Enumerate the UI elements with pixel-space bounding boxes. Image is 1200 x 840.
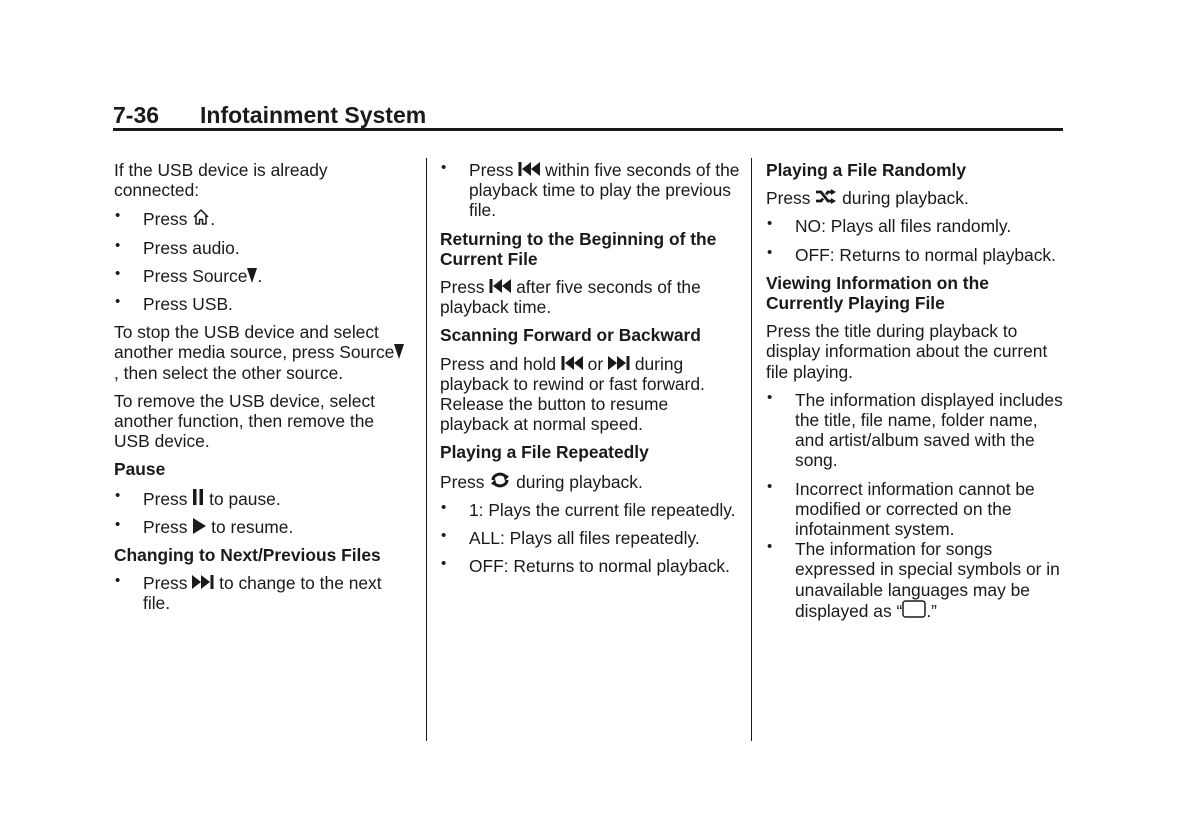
previous-track-icon bbox=[561, 355, 583, 371]
source-down-icon bbox=[247, 267, 257, 283]
bullet: • bbox=[767, 477, 773, 495]
bullet-list bbox=[114, 208, 408, 314]
list-item: • NO: Plays all files randomly. bbox=[767, 215, 1012, 237]
list-item: • Press USB. bbox=[115, 293, 233, 315]
subheading: Playing a File Repeatedly bbox=[440, 442, 649, 463]
list-item: • ALL: Plays all files repeatedly. bbox=[441, 527, 700, 549]
bullet: • bbox=[115, 236, 121, 254]
bullet: • bbox=[115, 486, 121, 504]
list-item: • 1: Plays the current file repeatedly. bbox=[441, 498, 736, 520]
subheading: Pause bbox=[114, 459, 166, 480]
source-down-icon bbox=[394, 343, 404, 359]
paragraph: Press and hold or during playback to rewind or fast forward. Release the button to resume playback at normal speed. bbox=[440, 353, 705, 435]
list-item: • Press to pause. bbox=[115, 486, 281, 509]
list-item: • Press within five seconds of the playback time to play the previous file. bbox=[441, 159, 740, 221]
previous-track-icon bbox=[489, 278, 511, 294]
subheading: Playing a File Randomly bbox=[766, 160, 967, 180]
column-3 bbox=[766, 160, 1068, 629]
paragraph: Press during playback. bbox=[440, 471, 643, 492]
page-number: 7-36 bbox=[113, 102, 160, 128]
home-icon bbox=[192, 208, 210, 226]
bullet-list bbox=[440, 500, 740, 577]
section-title: Infotainment System bbox=[200, 102, 427, 128]
bullet: • bbox=[441, 555, 447, 573]
paragraph: If the USB device is already connected: bbox=[114, 160, 328, 201]
list-item: • The information for songs expressed in special symbols or in unavailable languages may be displayed as “ .” bbox=[767, 538, 1060, 621]
list-item: • Press . bbox=[115, 207, 216, 230]
bullet: • bbox=[767, 215, 773, 233]
subheading: Viewing Information on the Currently Playing File bbox=[766, 272, 989, 314]
list-item: • Press to resume. bbox=[115, 515, 294, 537]
bullet: • bbox=[441, 498, 447, 516]
list-item: • Press Source . bbox=[115, 264, 263, 286]
play-icon bbox=[192, 518, 206, 534]
pause-icon bbox=[192, 488, 204, 506]
column-1 bbox=[114, 160, 408, 622]
next-track-icon bbox=[608, 355, 630, 371]
bullet-list bbox=[766, 216, 1068, 264]
bullet: • bbox=[441, 159, 447, 176]
column-divider bbox=[426, 158, 427, 741]
paragraph: To stop the USB device and select another media source, press Source , then select the other source. bbox=[114, 322, 408, 383]
bullet-list bbox=[440, 160, 740, 221]
page-header bbox=[113, 100, 1063, 132]
bullet-list bbox=[766, 539, 1068, 621]
column-2 bbox=[440, 160, 740, 584]
bullet: • bbox=[115, 264, 121, 282]
bullet: • bbox=[115, 207, 121, 225]
bullet: • bbox=[115, 515, 121, 533]
bullet: • bbox=[115, 293, 121, 311]
bullet: • bbox=[767, 243, 773, 261]
bullet: • bbox=[767, 388, 773, 406]
list-item: • Press audio. bbox=[115, 236, 240, 258]
paragraph: To remove the USB device, select another function, then remove the USB device. bbox=[114, 390, 375, 452]
list-item: • Incorrect information cannot be modified or corrected on the infotainment system. bbox=[767, 477, 1035, 540]
subheading: Scanning Forward or Backward bbox=[440, 325, 701, 346]
repeat-icon bbox=[489, 471, 511, 489]
paragraph: Press during playback. bbox=[766, 188, 969, 209]
column-divider bbox=[751, 158, 752, 741]
bullet: • bbox=[115, 572, 121, 590]
bullet-list bbox=[766, 390, 1068, 539]
shuffle-icon bbox=[815, 189, 837, 205]
header-rule bbox=[113, 128, 1063, 131]
empty-box-icon bbox=[902, 600, 926, 618]
paragraph: Press the title during playback to display information about the current file playing. bbox=[766, 321, 1048, 382]
list-item: • OFF: Returns to normal playback. bbox=[767, 243, 1056, 265]
bullet-list bbox=[114, 488, 408, 537]
next-track-icon bbox=[192, 574, 214, 590]
paragraph: Press after five seconds of the playback time. bbox=[440, 277, 701, 318]
list-item: • OFF: Returns to normal playback. bbox=[441, 555, 730, 577]
bullet: • bbox=[441, 527, 447, 545]
subheading: Changing to Next/Previous Files bbox=[114, 545, 381, 566]
list-item: • The information displayed includes the title, file name, folder name, and artist/album saved with the song. bbox=[767, 388, 1063, 471]
previous-track-icon bbox=[518, 161, 540, 177]
list-item: • Press to change to the next file. bbox=[115, 572, 382, 614]
bullet-list bbox=[114, 573, 408, 613]
subheading: Returning to the Beginning of the Current File bbox=[440, 228, 717, 269]
